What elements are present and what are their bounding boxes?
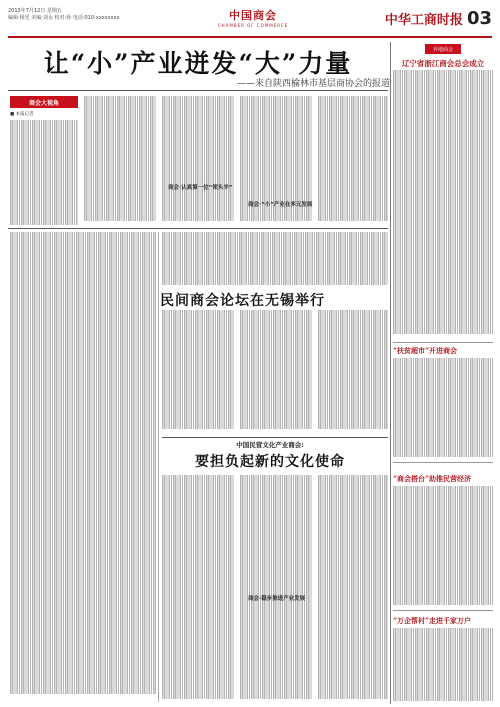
byline: ■ 本报记者 — [10, 112, 34, 117]
sidebar-headline-1: 辽宁省浙江商会总会成立 — [401, 59, 485, 68]
culture-body-col1 — [162, 475, 234, 703]
lead-subhead-2: 商会·“小”产业在多元发展 — [248, 202, 313, 208]
sidebar-sep-1 — [393, 342, 493, 343]
column-rule — [158, 232, 159, 702]
masthead — [8, 6, 492, 38]
culture-body-col2 — [240, 475, 312, 703]
lead-body-col2 — [84, 96, 156, 225]
forum-body-col3 — [318, 310, 388, 435]
lead-subheadline: ——来自陕西榆林市基层商协会的报道 — [236, 79, 390, 89]
lead-subhead-1: 商会·认真第一位“领头羊” — [168, 185, 233, 191]
sidebar-headline-3: “商会搭台”助推民营经济 — [393, 474, 472, 483]
culture-headline: 要担负起新的文化使命 — [195, 454, 345, 470]
masthead-logo-block — [213, 7, 293, 28]
masthead-logo-en: CHAMBER OF COMMERCE — [217, 23, 289, 28]
lead-headline: 让“小”产业迸发“大”力量 — [43, 49, 353, 78]
page-number: 03 — [466, 8, 492, 29]
section-divider — [8, 228, 388, 229]
sidebar-tag: 异地商会 — [425, 44, 461, 54]
mid-upper-body — [162, 232, 388, 287]
culture-kicker: 中国民营文化产业商会: — [236, 441, 304, 449]
sidebar-body-2 — [393, 358, 493, 458]
info-line: 编辑:杨光 美编:刘永 校对:孙 电话:010-xxxxxxxx — [8, 15, 120, 21]
date-line: 2013年7月12日 星期五 — [8, 8, 62, 14]
sidebar-rule — [390, 42, 391, 704]
culture-body-col3 — [318, 475, 388, 703]
lead-body-col5 — [318, 96, 388, 225]
sidebar-body-1 — [393, 70, 493, 340]
masthead-rule — [8, 37, 492, 38]
forum-headline: 民间商会论坛在无锡举行 — [160, 293, 325, 309]
masthead-right — [385, 8, 492, 29]
lead-body-col1 — [10, 120, 78, 225]
sidebar-headline-4: “万企帮村”走进千家万户 — [393, 616, 472, 625]
forum-body-col2 — [240, 310, 312, 435]
paper-name: 中华工商时报 — [384, 13, 463, 28]
lead-divider — [8, 90, 388, 91]
sidebar-sep-3 — [393, 610, 493, 611]
lead-body-col3 — [162, 96, 234, 225]
masthead-logo: 中国商会 — [229, 9, 277, 22]
sidebar-headline-2: “扶贫超市”开进商会 — [393, 346, 458, 355]
sidebar — [393, 44, 493, 704]
culture-subhead: 商会·稳步推进产业发展 — [248, 596, 306, 602]
masthead-info — [8, 8, 158, 22]
section-tag: 商会大视角 — [10, 96, 78, 108]
left-wide-body — [10, 232, 156, 702]
sidebar-sep-2 — [393, 462, 493, 463]
sidebar-body-3 — [393, 486, 493, 606]
section-divider-2 — [162, 437, 388, 438]
forum-body-col1 — [162, 310, 234, 435]
sidebar-body-4 — [393, 628, 493, 704]
